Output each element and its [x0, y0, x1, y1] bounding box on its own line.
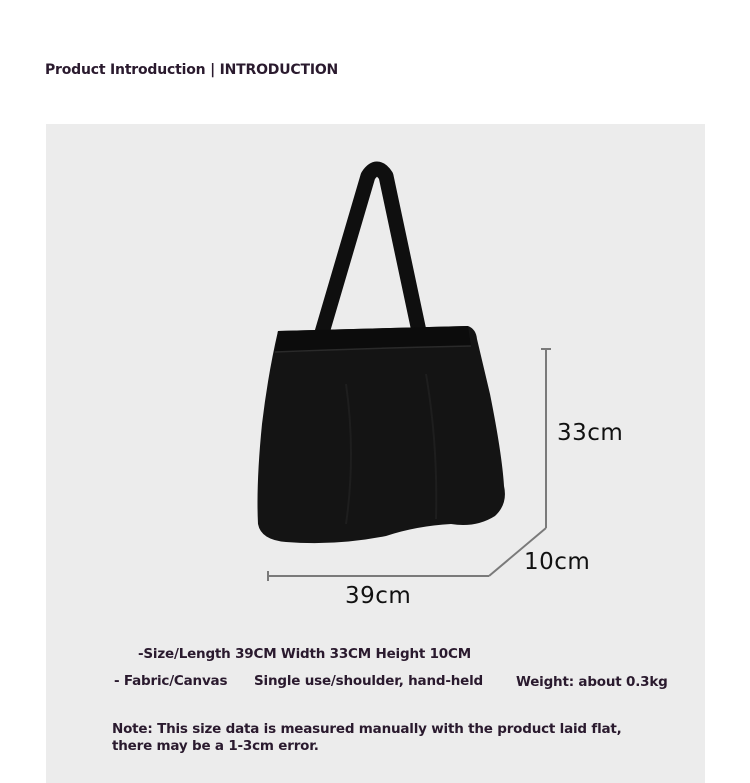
size-spec: -Size/Length 39CM Width 33CM Height 10CM — [138, 646, 471, 662]
weight-spec: Weight: about 0.3kg — [516, 674, 668, 690]
section-heading: Product Introduction | INTRODUCTION — [45, 62, 339, 78]
height-dimension-label: 33cm — [557, 420, 624, 446]
note-line-1: Note: This size data is measured manually with the product laid flat, — [112, 721, 622, 737]
note-line-2: there may be a 1-3cm error. — [112, 738, 319, 754]
fabric-spec: - Fabric/Canvas — [114, 673, 228, 689]
length-dimension-label: 39cm — [345, 583, 412, 609]
product-panel — [46, 124, 705, 783]
use-spec: Single use/shoulder, hand-held — [254, 673, 483, 689]
bag-handle — [321, 169, 420, 336]
depth-dimension-label: 10cm — [524, 549, 591, 575]
bag-body — [258, 326, 505, 543]
